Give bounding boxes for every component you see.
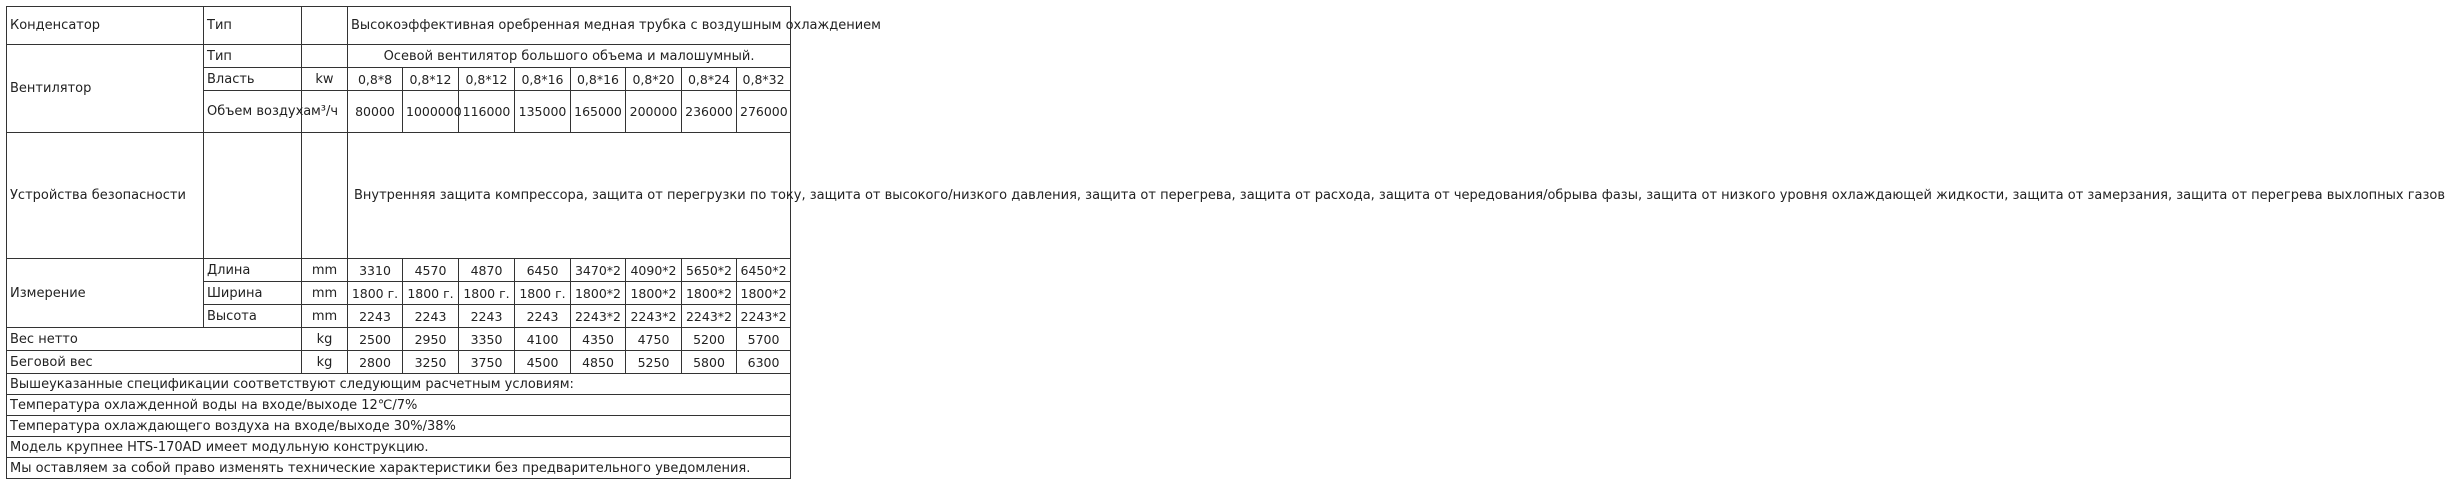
condenser-type-label: Тип <box>204 7 302 45</box>
fan-type-label: Тип <box>204 45 302 68</box>
width-value: 1800*2 <box>737 282 791 305</box>
height-value: 2243 <box>515 305 571 328</box>
net-weight-value: 3350 <box>459 328 515 351</box>
running-weight-value: 4500 <box>515 351 571 374</box>
net-weight-row <box>7 328 791 351</box>
fan-air-value: 276000 <box>737 91 791 133</box>
note-row <box>7 458 791 479</box>
fan-power-value: 0,8*16 <box>515 68 571 91</box>
width-value: 1800 г. <box>348 282 403 305</box>
fan-power-unit: kw <box>302 68 348 91</box>
net-weight-label: Вес нетто <box>7 328 302 351</box>
note-line: Температура охлажденной воды на входе/выходе 12℃/7% <box>7 395 791 416</box>
length-value: 4090*2 <box>626 259 682 282</box>
fan-type-row <box>7 45 791 68</box>
note-row <box>7 416 791 437</box>
net-weight-value: 4100 <box>515 328 571 351</box>
condenser-row <box>7 7 791 45</box>
net-weight-value: 5200 <box>682 328 737 351</box>
net-weight-value: 5700 <box>737 328 791 351</box>
width-value: 1800*2 <box>626 282 682 305</box>
note-line: Температура охлаждающего воздуха на входе/выходе 30%/38% <box>7 416 791 437</box>
height-value: 2243*2 <box>737 305 791 328</box>
note-line: Вышеуказанные спецификации соответствуют следующим расчетным условиям: <box>7 374 791 395</box>
width-unit: mm <box>302 282 348 305</box>
fan-air-value: 1000000 <box>403 91 459 133</box>
fan-type-unit-cell <box>302 45 348 68</box>
height-value: 2243 <box>348 305 403 328</box>
width-value: 1800 г. <box>459 282 515 305</box>
length-value: 3470*2 <box>571 259 626 282</box>
net-weight-value: 4750 <box>626 328 682 351</box>
length-value: 6450 <box>515 259 571 282</box>
height-value: 2243 <box>459 305 515 328</box>
fan-power-value: 0,8*12 <box>403 68 459 91</box>
width-value: 1800 г. <box>403 282 459 305</box>
dimensions-label: Измерение <box>7 259 204 328</box>
fan-power-value: 0,8*24 <box>682 68 737 91</box>
condenser-unit-cell <box>302 7 348 45</box>
length-value: 6450*2 <box>737 259 791 282</box>
running-weight-value: 6300 <box>737 351 791 374</box>
safety-unit-cell <box>302 133 348 259</box>
fan-power-value: 0,8*20 <box>626 68 682 91</box>
height-label: Высота <box>204 305 302 328</box>
fan-power-value: 0,8*8 <box>348 68 403 91</box>
net-weight-value: 2950 <box>403 328 459 351</box>
fan-type-value: Осевой вентилятор большого объема и малошумный. <box>348 45 791 68</box>
note-line: Модель крупнее HTS-170AD имеет модульную конструкцию. <box>7 437 791 458</box>
height-value: 2243 <box>403 305 459 328</box>
running-weight-value: 4850 <box>571 351 626 374</box>
length-value: 5650*2 <box>682 259 737 282</box>
note-row <box>7 395 791 416</box>
fan-power-value: 0,8*16 <box>571 68 626 91</box>
running-weight-label: Беговой вес <box>7 351 302 374</box>
note-row <box>7 374 791 395</box>
fan-power-label: Власть <box>204 68 302 91</box>
fan-air-unit: м³/ч <box>302 91 348 133</box>
spec-table <box>6 6 2445 479</box>
fan-power-value: 0,8*12 <box>459 68 515 91</box>
fan-label: Вентилятор <box>7 45 204 133</box>
height-value: 2243*2 <box>571 305 626 328</box>
length-value: 4570 <box>403 259 459 282</box>
running-weight-row <box>7 351 791 374</box>
width-value: 1800 г. <box>515 282 571 305</box>
net-weight-unit: kg <box>302 328 348 351</box>
height-value: 2243*2 <box>682 305 737 328</box>
dimension-length-row <box>7 259 791 282</box>
safety-param-cell <box>204 133 302 259</box>
length-unit: mm <box>302 259 348 282</box>
width-label: Ширина <box>204 282 302 305</box>
fan-air-value: 135000 <box>515 91 571 133</box>
width-value: 1800*2 <box>682 282 737 305</box>
fan-air-label: Объем воздуха <box>204 91 302 133</box>
condenser-type-value: Высокоэффективная оребренная медная трубка с воздушным охлаждением <box>348 7 791 45</box>
safety-label: Устройства безопасности <box>7 133 204 259</box>
running-weight-value: 3750 <box>459 351 515 374</box>
running-weight-unit: kg <box>302 351 348 374</box>
length-value: 3310 <box>348 259 403 282</box>
running-weight-value: 5800 <box>682 351 737 374</box>
length-value: 4870 <box>459 259 515 282</box>
fan-air-value: 200000 <box>626 91 682 133</box>
net-weight-value: 2500 <box>348 328 403 351</box>
height-unit: mm <box>302 305 348 328</box>
running-weight-value: 3250 <box>403 351 459 374</box>
fan-air-value: 116000 <box>459 91 515 133</box>
condenser-label: Конденсатор <box>7 7 204 45</box>
fan-air-value: 165000 <box>571 91 626 133</box>
net-weight-value: 4350 <box>571 328 626 351</box>
fan-air-value: 80000 <box>348 91 403 133</box>
height-value: 2243*2 <box>626 305 682 328</box>
safety-row <box>7 133 791 259</box>
safety-text: Внутренняя защита компрессора, защита от перегрузки по току, защита от высокого/низкого давления, защита от перегрева, защита от расхода, защита от чередования/обрыва фазы, защита от низкого уровня охлаждающей жидкости, защита от замерзания, защита от перегрева выхлопных газов <box>348 133 791 259</box>
fan-power-value: 0,8*32 <box>737 68 791 91</box>
length-label: Длина <box>204 259 302 282</box>
note-row <box>7 437 791 458</box>
running-weight-value: 5250 <box>626 351 682 374</box>
running-weight-value: 2800 <box>348 351 403 374</box>
fan-air-value: 236000 <box>682 91 737 133</box>
note-line: Мы оставляем за собой право изменять технические характеристики без предварительного уведомления. <box>7 458 791 479</box>
width-value: 1800*2 <box>571 282 626 305</box>
